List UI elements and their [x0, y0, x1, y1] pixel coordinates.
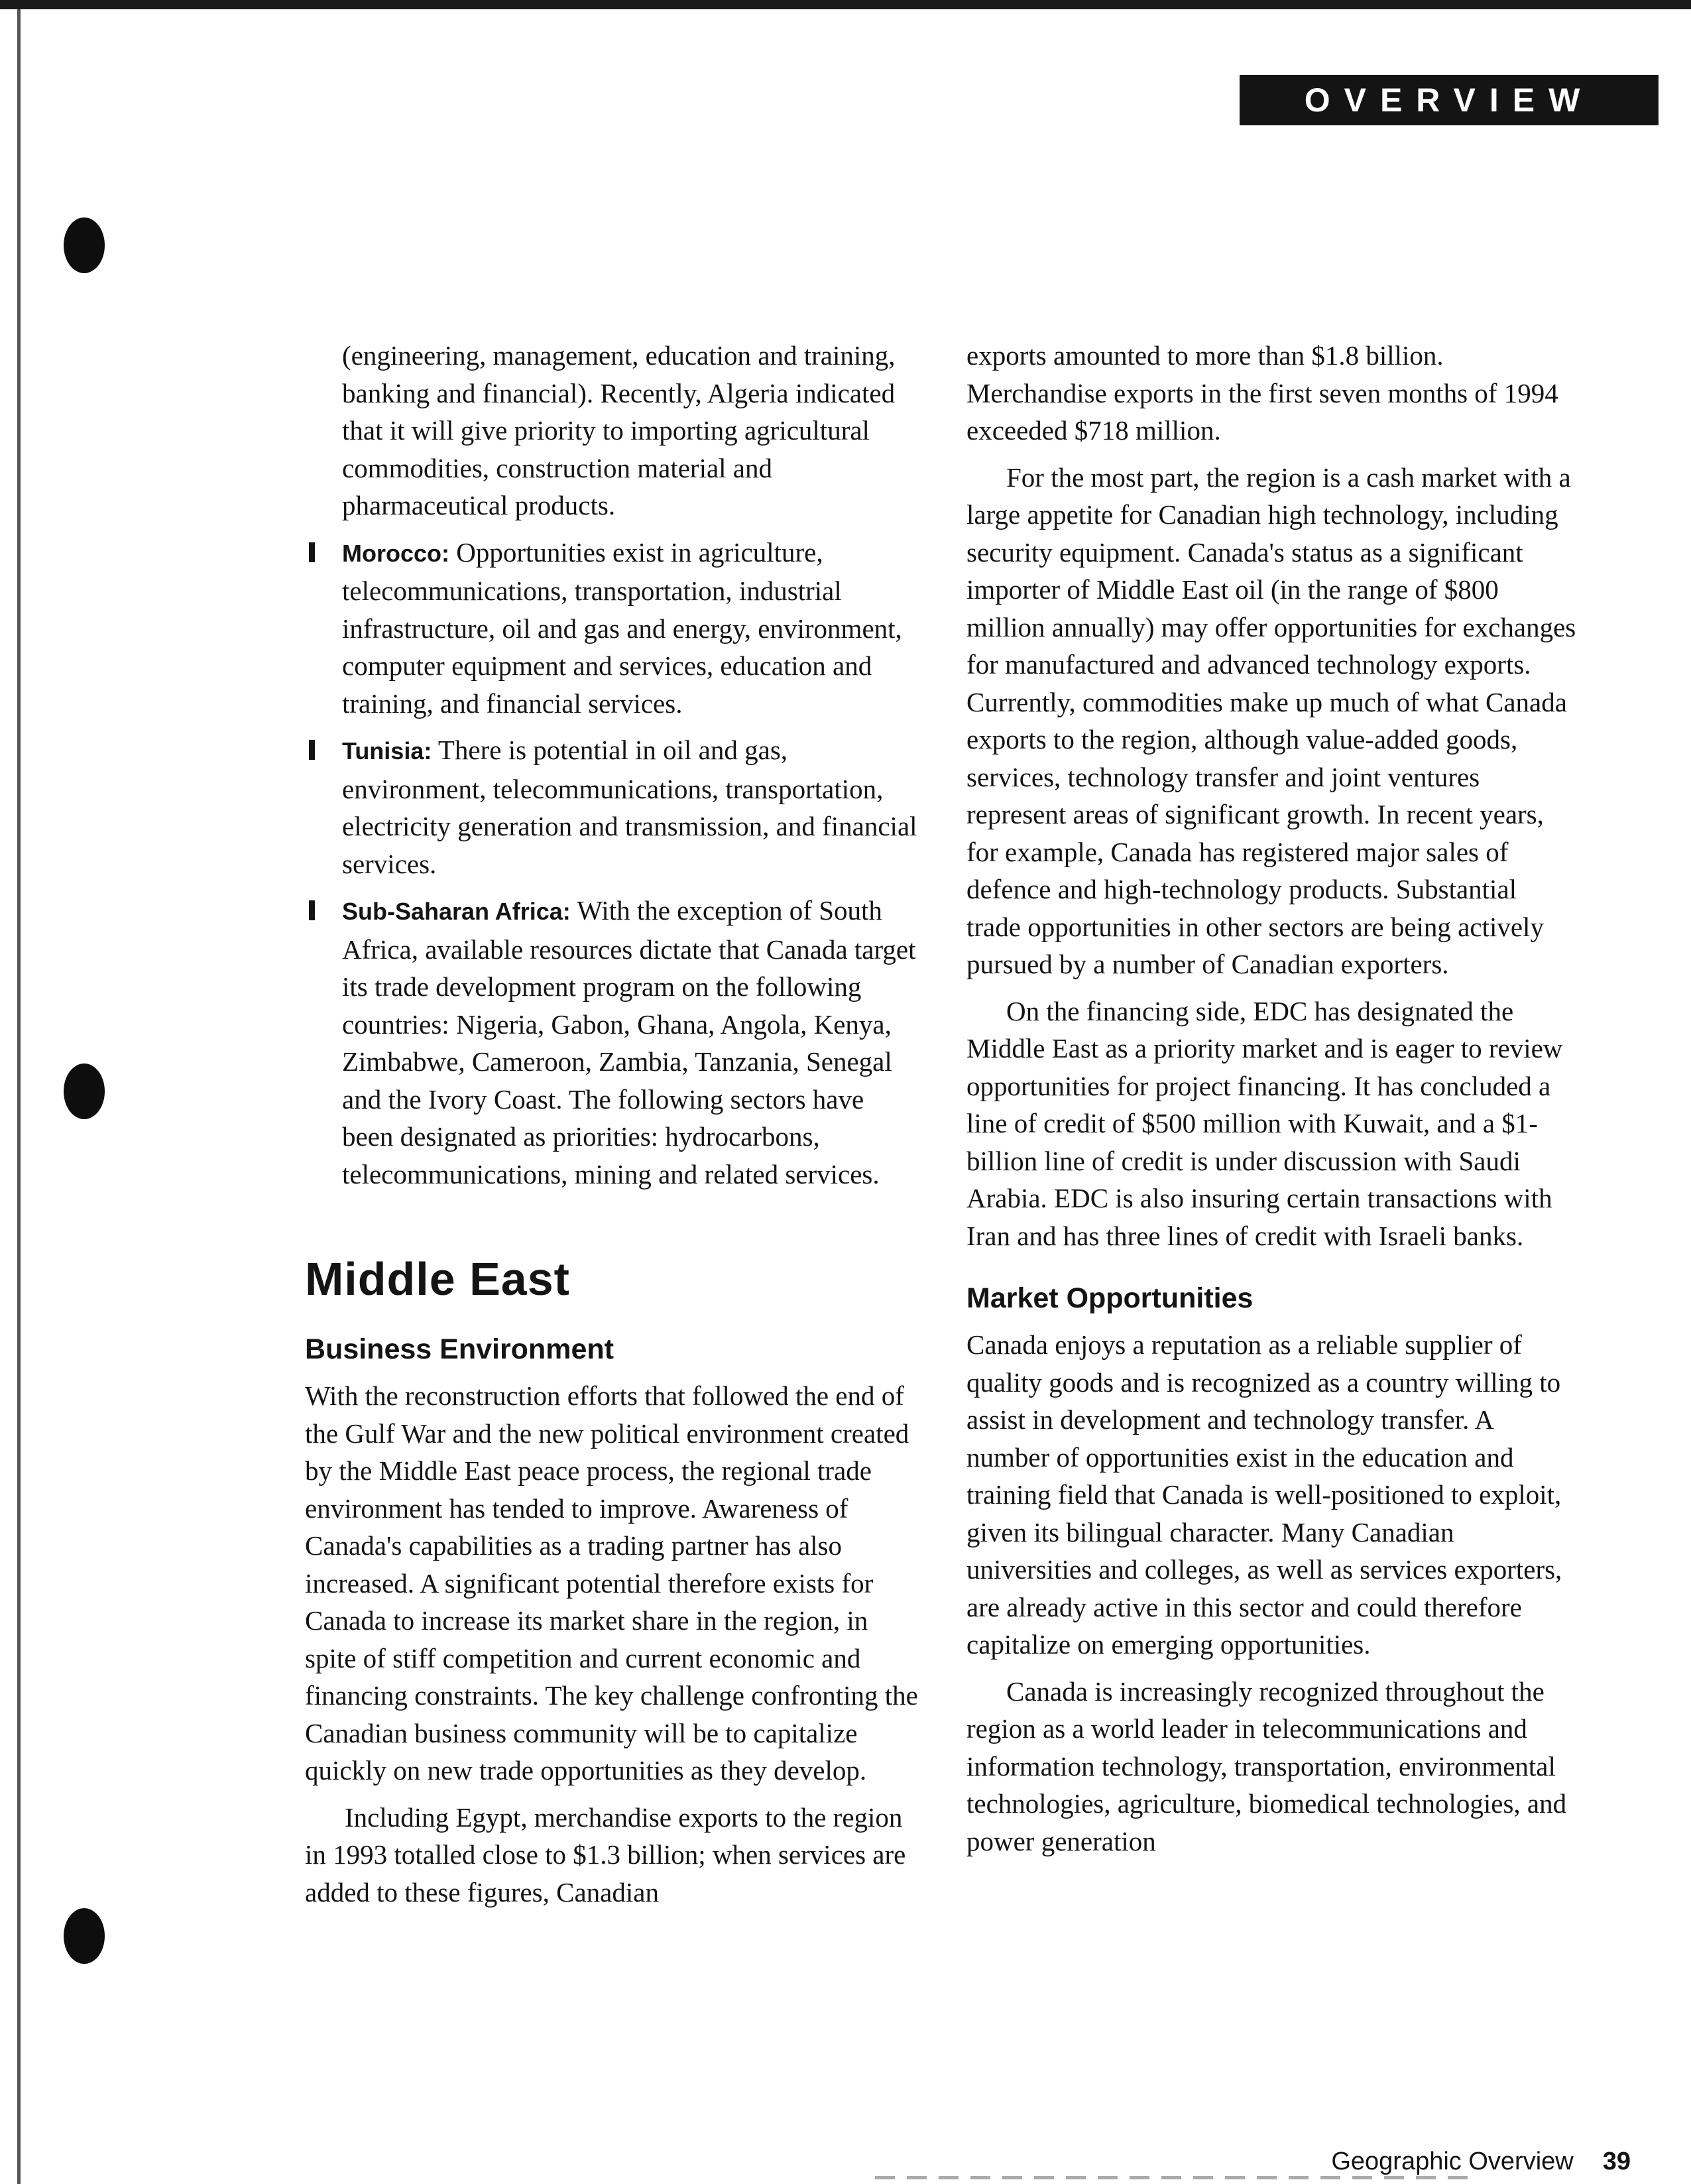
bullet-lead: Morocco: [342, 539, 449, 567]
bullet-text: Opportunities exist in agriculture, telecommunications, transportation, industrial infrastructure, oil and gas and energy, environment, computer equipment and services, education and training, and financial services. [342, 536, 902, 719]
bullet-item-morocco [305, 534, 921, 723]
bullet-marker [309, 740, 315, 760]
bullet-marker [309, 900, 315, 920]
top-rule [0, 0, 1691, 9]
section-tab: OVERVIEW [1240, 75, 1659, 125]
bullet-lead: Tunisia: [342, 737, 432, 764]
section-heading: Middle East [305, 1253, 570, 1305]
paragraph: For the most part, the region is a cash market with a large appetite for Canadian high technology, including security equipment. Canada's status as a significant importer of Middle East oil (in the range of $800 million annually) may offer opportunities for exchanges for manufactured and advanced technology exports. Currently, commodities make up much of what Canada exports to the region, although value-added goods, services, technology transfer and joint ventures represent areas of significant growth. In recent years, for example, Canada has registered major sales of defence and high-technology products. Substantial trade opportunities in other sectors are being actively pursued by a number of Canadian exporters. [966, 461, 1576, 979]
running-title: Geographic Overview [1331, 2148, 1574, 2175]
page-number: 39 [1602, 2148, 1631, 2175]
bullet-item-sub-saharan-africa [305, 892, 921, 1193]
binder-hole-punch [64, 1063, 105, 1119]
bullet-text: With the exception of South Africa, available resources dictate that Canada target its trade development program on the following countries: Nigeria, Gabon, Ghana, Angola, Kenya, Zimbabwe, Cameroon, Zambia, Tanzania, Senegal and the Ivory Coast. The following sectors have been designated as priorities: hydrocarbons, telecommunications, mining and related services. [342, 895, 916, 1189]
bullet-marker [309, 542, 315, 562]
left-column [305, 337, 921, 1911]
paragraph: exports amounted to more than $1.8 billion. Merchandise exports in the first seven months of 1994 exceeded $718 million. [966, 340, 1558, 446]
paragraph: On the financing side, EDC has designated the Middle East as a priority market and is eager to review opportunities for project financing. It has concluded a line of credit of $500 million with Kuwait, and a $1-billion line of credit is under discussion with Saudi Arabia. EDC is also insuring certain transactions with Iran and has three lines of credit with Israeli banks. [966, 995, 1563, 1251]
binder-hole-punch [64, 1908, 105, 1964]
paragraph: Canada enjoys a reputation as a reliable supplier of quality goods and is recognized as a country willing to assist in development and technology transfer. A number of opportunities exist in the education and training field that Canada is well-positioned to exploit, given its bilingual character. Many Canadian universities and colleges, as well as services exporters, are already active in this sector and could therefore capitalize on emerging opportunities. [966, 1329, 1562, 1660]
page-footer [1293, 2147, 1631, 2176]
binder-hole-punch [64, 217, 105, 273]
bullet-lead: Sub-Saharan Africa: [342, 898, 571, 925]
right-column [966, 337, 1576, 1860]
paragraph: With the reconstruction efforts that followed the end of the Gulf War and the new political environment created by the Middle East peace process, the regional trade environment has tended to improve. Awareness of Canada's capabilities as a trading partner has also increased. A significant potential therefore exists for Canada to increase its market share in the region, in spite of stiff competition and current economic and financing constraints. The key challenge confronting the Canadian business community will be to capitalize quickly on new trade opportunities as they develop. [305, 1380, 918, 1786]
paragraph: Including Egypt, merchandise exports to the region in 1993 totalled close to $1.3 billion; when services are added to these figures, Canadian [305, 1801, 906, 1908]
scan-edge-marks [875, 2176, 1472, 2179]
page-edge-line [17, 9, 21, 2184]
bullet-item-tunisia [305, 731, 921, 882]
paragraph: Canada is increasingly recognized throughout the region as a world leader in telecommunications and information technology, transportation, environmental technologies, agriculture, biomedical technologies, and power generation [966, 1675, 1567, 1856]
subheading-market-opportunities: Market Opportunities [966, 1282, 1254, 1314]
intro-continuation: (engineering, management, education and training, banking and financial). Recently, Algeria indicated that it will give priority to importing agricultural commodities, construction material and pharmaceutical products. [342, 340, 896, 520]
bullet-text: There is potential in oil and gas, environment, telecommunications, transportation, electricity generation and transmission, and financial services. [342, 735, 917, 879]
subheading-business-environment: Business Environment [305, 1333, 614, 1365]
